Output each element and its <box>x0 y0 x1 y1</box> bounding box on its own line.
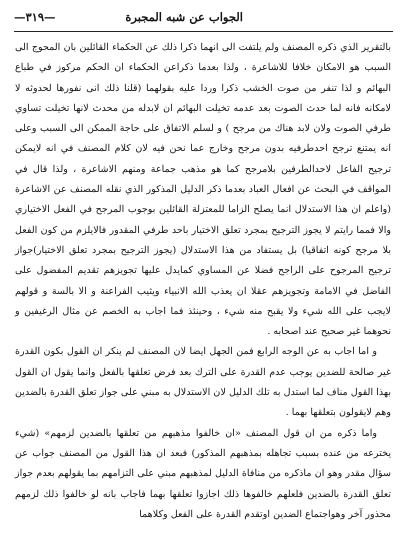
page-number: —٣١٩— <box>14 10 56 24</box>
paragraph-3: واما ذكره من ان قول المصنف «ان خالفوا مذهبهم من تعلقها بالضدين لزمهم» (شيء يخترعه من عنده بسبب تجاهله بمذهبهم المذكور) فبعد ان هذا القول من المصنف جواب عن سؤال مقدر وهو ان ماذكره من منافاة الدليل لمذهبهم مبني على التزامهم بما يقولهم بعدم جواز تعلق القدرة بالضدين فلعلهم خالفوها ذلك اجازوا تعلقها بهما فاجاب بانه لو خالفوا ذلك لزمهم محذور آخر وهواجتماع الضدين اوتقدم القدرة على الفعل وكلاهما <box>15 427 391 520</box>
page-header <box>14 8 393 28</box>
page-body <box>15 38 391 525</box>
running-title: الجواب عن شبه المجبرة <box>125 10 243 24</box>
header-rule <box>14 31 393 32</box>
paragraph-1: بالتقرير الذي ذكره المصنف ولم يلتفت الى انهما ذكرا ذلك عن الحكماء القائلين بان المحوج الى السبب هو الامكان خلافا للاشاعرة ، ولذا بعدما ذكراعن الحكماء ان الحكم مركوز في طباع البهائم و لذا تنفر من صوت الخشب ذكرا وردا عليه بقولهما (قلنا ذلك انى نفورها لحدوثه لا لامكانه فانه لما حدث الصوت بعد عدمه تخيلت البهائم ان لابدله من محدث لانها تخيلت تساوي طرفي الصوت ولان لابد هناك من مرجح ) و لسلم الاتفاق على حاجة الممكن الى السبب وعلى انه يمتنع ترجح احدطرفيه بدون مرجح وخارج عما نحن فيه لان كلام المصنف في انه لايمكن ترجيح الفاعل لاحدالطرفين بلامرجح كما هو مذهب جماعة ومنهم الاشاعرة ، ولذا قال في المواقف في البحث عن افعال العباد بعدما ذكر الدليل المذكور الذي نقله المصنف عن الاشاعرة (واعلم ان هذا الاستدلال انما يصلح الزاما للمعتزلة القائلين بوجوب المرجح في الفعل الاختياري والا فمما رايتم لا يجوز الترجيح بمجرد تعلق الاختيار باحد طرفي المقدور فالايلزم من كون الفعل بلا مرجح كونه اتفاقيا) بل يستفاد من هذا الاستدلال (يجوز الترجيح بمجرد تعلق الاختيار)جواز ترجيح المرجوح على الراجح فضلا عن المساوي كمايدل عليها تجويزهم تقديم المفضول على الفاضل في الامامة وتجويزهم عقلا ان يعذب الله الانبياء ويثيب الفراعنة و الا بالسة و قولهم لايجب على الله شيء ولا يقبح منه شيء ، وحينئذ فما اجاب به الخصم عن مثال الرغيفين و نحوهما غير صحيح عند اصحابه . <box>15 42 391 338</box>
paragraph-2: و اما اجاب به عن الوجه الرابع فمن الجهل ايضا لان المصنف لم ينكر ان القول بكون القدرة غير صالحة للضدين يوجب عدم القدرة على الترك بعد فرض تعلقها بالفعل وانما يقول ان القول بهذا القول مناف لما استدل به تلك الدليل لان الاستدلال به مبني على جواز تعلق القدرة بالضدين وهم لايقولون بتعلقها بهما . <box>15 346 391 419</box>
